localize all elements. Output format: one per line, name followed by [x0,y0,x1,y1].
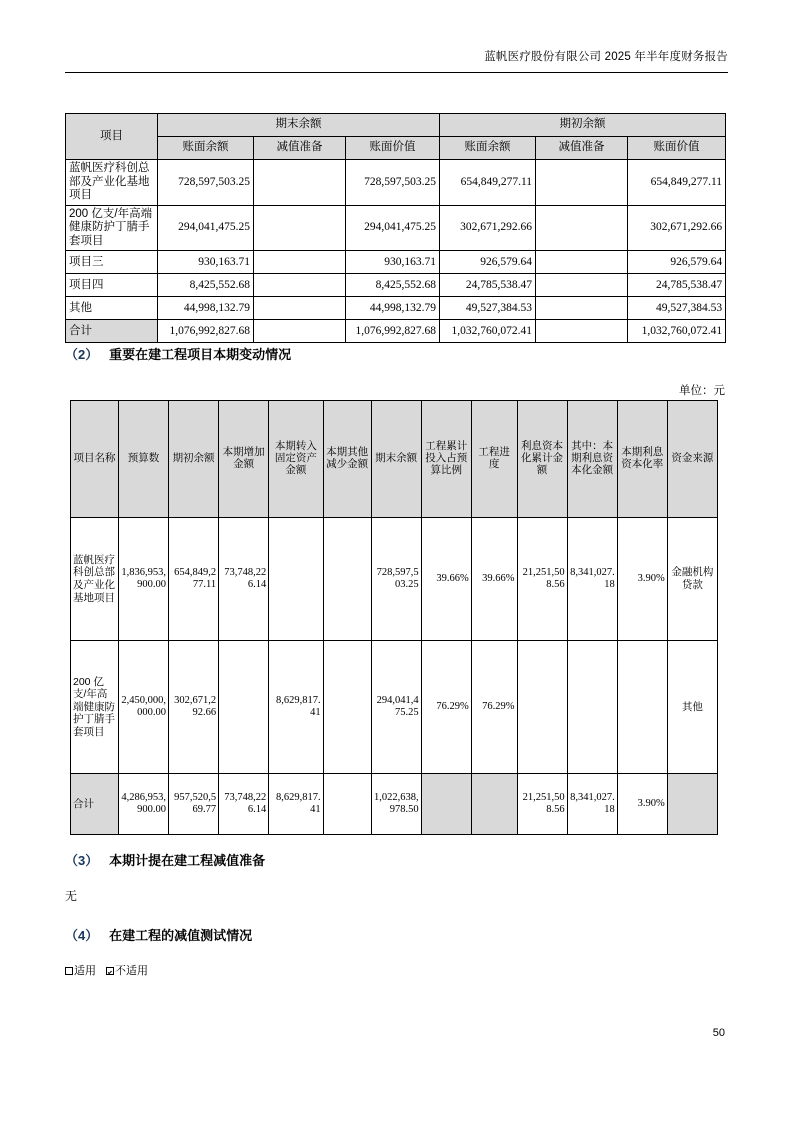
table-total-row [66,320,726,343]
cell-value: 2,450,000,000.00 [118,641,168,774]
col-header-ending-impairment: 减值准备 [254,137,346,160]
section-title: 本期计提在建工程减值准备 [109,853,266,868]
col-header-funding-source: 资金来源 [667,401,717,518]
section-index: （2） [65,347,99,362]
row-label: 200 亿支/年高端健康防护丁腈手套项目 [71,641,119,774]
cell-value: 654,849,277.11 [440,160,536,206]
row-label: 蓝帆医疗科创总部及产业化基地项目 [66,160,158,206]
construction-in-progress-table [65,113,726,343]
cell-value: 73,748,226.14 [219,774,269,835]
section-title: 在建工程的减值测试情况 [109,928,253,943]
row-label-total: 合计 [66,320,158,343]
cell-value: 76.29% [471,641,517,774]
table-header-row-sub [66,137,726,160]
cell-value: 8,425,552.68 [346,274,440,297]
col-header-ending-book-value: 账面价值 [346,137,440,160]
cell-value: 728,597,503.25 [346,160,440,206]
col-header-ending-balance: 期末余额 [158,114,440,137]
cell-value: 926,579.64 [628,251,726,274]
cell-value: 654,849,277.11 [169,518,219,641]
unit-label: 单位：元 [679,385,725,397]
cell-value: 302,671,292.66 [440,205,536,251]
col-header-cumulative-investment-ratio: 工程累计投入占预算比例 [421,401,471,518]
cell-value [254,297,346,320]
table-header-row-group [66,114,726,137]
col-header-beginning-impairment: 减值准备 [536,137,628,160]
cell-value: 49,527,384.53 [628,297,726,320]
cell-value: 8,629,817.41 [269,774,323,835]
cell-value: 44,998,132.79 [158,297,254,320]
cell-value [323,774,371,835]
cell-value [536,160,628,206]
cell-value [254,251,346,274]
col-header-project-name: 项目名称 [71,401,119,518]
cell-value [567,641,617,774]
row-label: 蓝帆医疗科创总部及产业化基地项目 [71,518,119,641]
cell-value: 24,785,538.47 [440,274,536,297]
cell-value: 1,836,953,900.00 [118,518,168,641]
option-not-applicable[interactable] [106,962,148,978]
cell-value [254,274,346,297]
cell-value [536,297,628,320]
col-header-beginning-book-value: 账面价值 [628,137,726,160]
cell-value: 1,032,760,072.41 [628,320,726,343]
cell-value: 654,849,277.11 [628,160,726,206]
table-row [66,205,726,251]
col-header-project-progress: 工程进度 [471,401,517,518]
cell-value: 73,748,226.14 [219,518,269,641]
section-heading-2 [65,344,291,363]
running-header: 蓝帆医疗股份有限公司 2025 年半年度财务报告 [484,51,728,63]
col-header-increase-current: 本期增加金额 [219,401,269,518]
cell-value: 39.66% [421,518,471,641]
cell-value: 21,251,508.56 [517,774,567,835]
cell-value: 930,163.71 [158,251,254,274]
col-header-beginning-balance: 期初余额 [440,114,726,137]
cell-value: 21,251,508.56 [517,518,567,641]
cell-value [323,518,371,641]
cell-value [219,641,269,774]
cell-value: 其他 [667,641,717,774]
cell-value [323,641,371,774]
cell-value: 44,998,132.79 [346,297,440,320]
cell-value [536,205,628,251]
cell-value: 8,425,552.68 [158,274,254,297]
row-label-total: 合计 [71,774,119,835]
col-header-capitalized-interest-current: 其中：本期利息资本化金额 [567,401,617,518]
cell-value [617,641,667,774]
cell-value [421,774,471,835]
cell-value [471,774,517,835]
cell-value [254,160,346,206]
option-applicable[interactable] [65,962,96,978]
cell-value: 76.29% [421,641,471,774]
table-row [66,274,726,297]
cell-value: 8,341,027.18 [567,518,617,641]
col-header-transfer-to-fixed-assets: 本期转入固定资产金额 [269,401,323,518]
cell-value: 1,076,992,827.68 [158,320,254,343]
cell-value [269,518,323,641]
cell-value [517,641,567,774]
cell-value: 957,520,569.77 [169,774,219,835]
cell-value [536,274,628,297]
cell-value [254,205,346,251]
cell-value: 728,597,503.25 [158,160,254,206]
section-heading-4 [65,925,252,944]
cell-value: 302,671,292.66 [628,205,726,251]
col-header-beginning-balance: 期初余额 [169,401,219,518]
header-divider [65,72,728,73]
cell-value [536,251,628,274]
col-header-capitalization-rate: 本期利息资本化率 [617,401,667,518]
cell-value: 926,579.64 [440,251,536,274]
cell-value [254,320,346,343]
cell-value: 4,286,953,900.00 [118,774,168,835]
cell-value: 8,341,027.18 [567,774,617,835]
section-title: 重要在建工程项目本期变动情况 [109,347,292,362]
option-applicable-label: 适用 [74,965,96,977]
checkbox-checked-icon[interactable] [106,967,114,975]
col-header-ending-book-balance: 账面余额 [158,137,254,160]
table-row [71,518,718,641]
page-number: 50 [712,1027,725,1039]
row-label: 200 亿支/年高端健康防护丁腈手套项目 [66,205,158,251]
checkbox-unchecked-icon[interactable] [65,967,73,975]
cell-value: 1,032,760,072.41 [440,320,536,343]
cell-value: 1,022,638,978.50 [371,774,421,835]
table-row [66,160,726,206]
col-header-capitalized-interest-cumulative: 利息资本化累计金额 [517,401,567,518]
row-label: 其他 [66,297,158,320]
option-not-applicable-label: 不适用 [115,965,148,977]
cell-value: 39.66% [471,518,517,641]
col-header-budget: 预算数 [118,401,168,518]
col-header-beginning-book-balance: 账面余额 [440,137,536,160]
cell-value: 49,527,384.53 [440,297,536,320]
cell-value [667,774,717,835]
section-heading-3 [65,850,265,869]
table-row [66,297,726,320]
cell-value: 930,163.71 [346,251,440,274]
cell-value: 294,041,475.25 [371,641,421,774]
section-3-body: 无 [65,889,78,903]
cell-value: 24,785,538.47 [628,274,726,297]
cell-value: 3.90% [617,518,667,641]
col-header-other-decrease: 本期其他减少金额 [323,401,371,518]
cell-value: 294,041,475.25 [346,205,440,251]
table-row [66,251,726,274]
section-index: （4） [65,928,99,943]
section-index: （3） [65,853,99,868]
cell-value: 金融机构贷款 [667,518,717,641]
cell-value: 294,041,475.25 [158,205,254,251]
applicability-selector [65,962,148,978]
table-total-row [71,774,718,835]
cell-value: 3.90% [617,774,667,835]
cell-value [536,320,628,343]
table-header-row [71,401,718,518]
cell-value: 8,629,817.41 [269,641,323,774]
row-label: 项目三 [66,251,158,274]
major-cip-changes-table [70,400,718,835]
table-row [71,641,718,774]
cell-value: 728,597,503.25 [371,518,421,641]
cell-value: 1,076,992,827.68 [346,320,440,343]
construction-in-progress-table-wrapper [65,113,725,343]
col-header-item: 项目 [66,114,158,160]
major-cip-changes-table-wrapper [70,400,718,835]
row-label: 项目四 [66,274,158,297]
cell-value: 302,671,292.66 [169,641,219,774]
col-header-ending-balance: 期末余额 [371,401,421,518]
